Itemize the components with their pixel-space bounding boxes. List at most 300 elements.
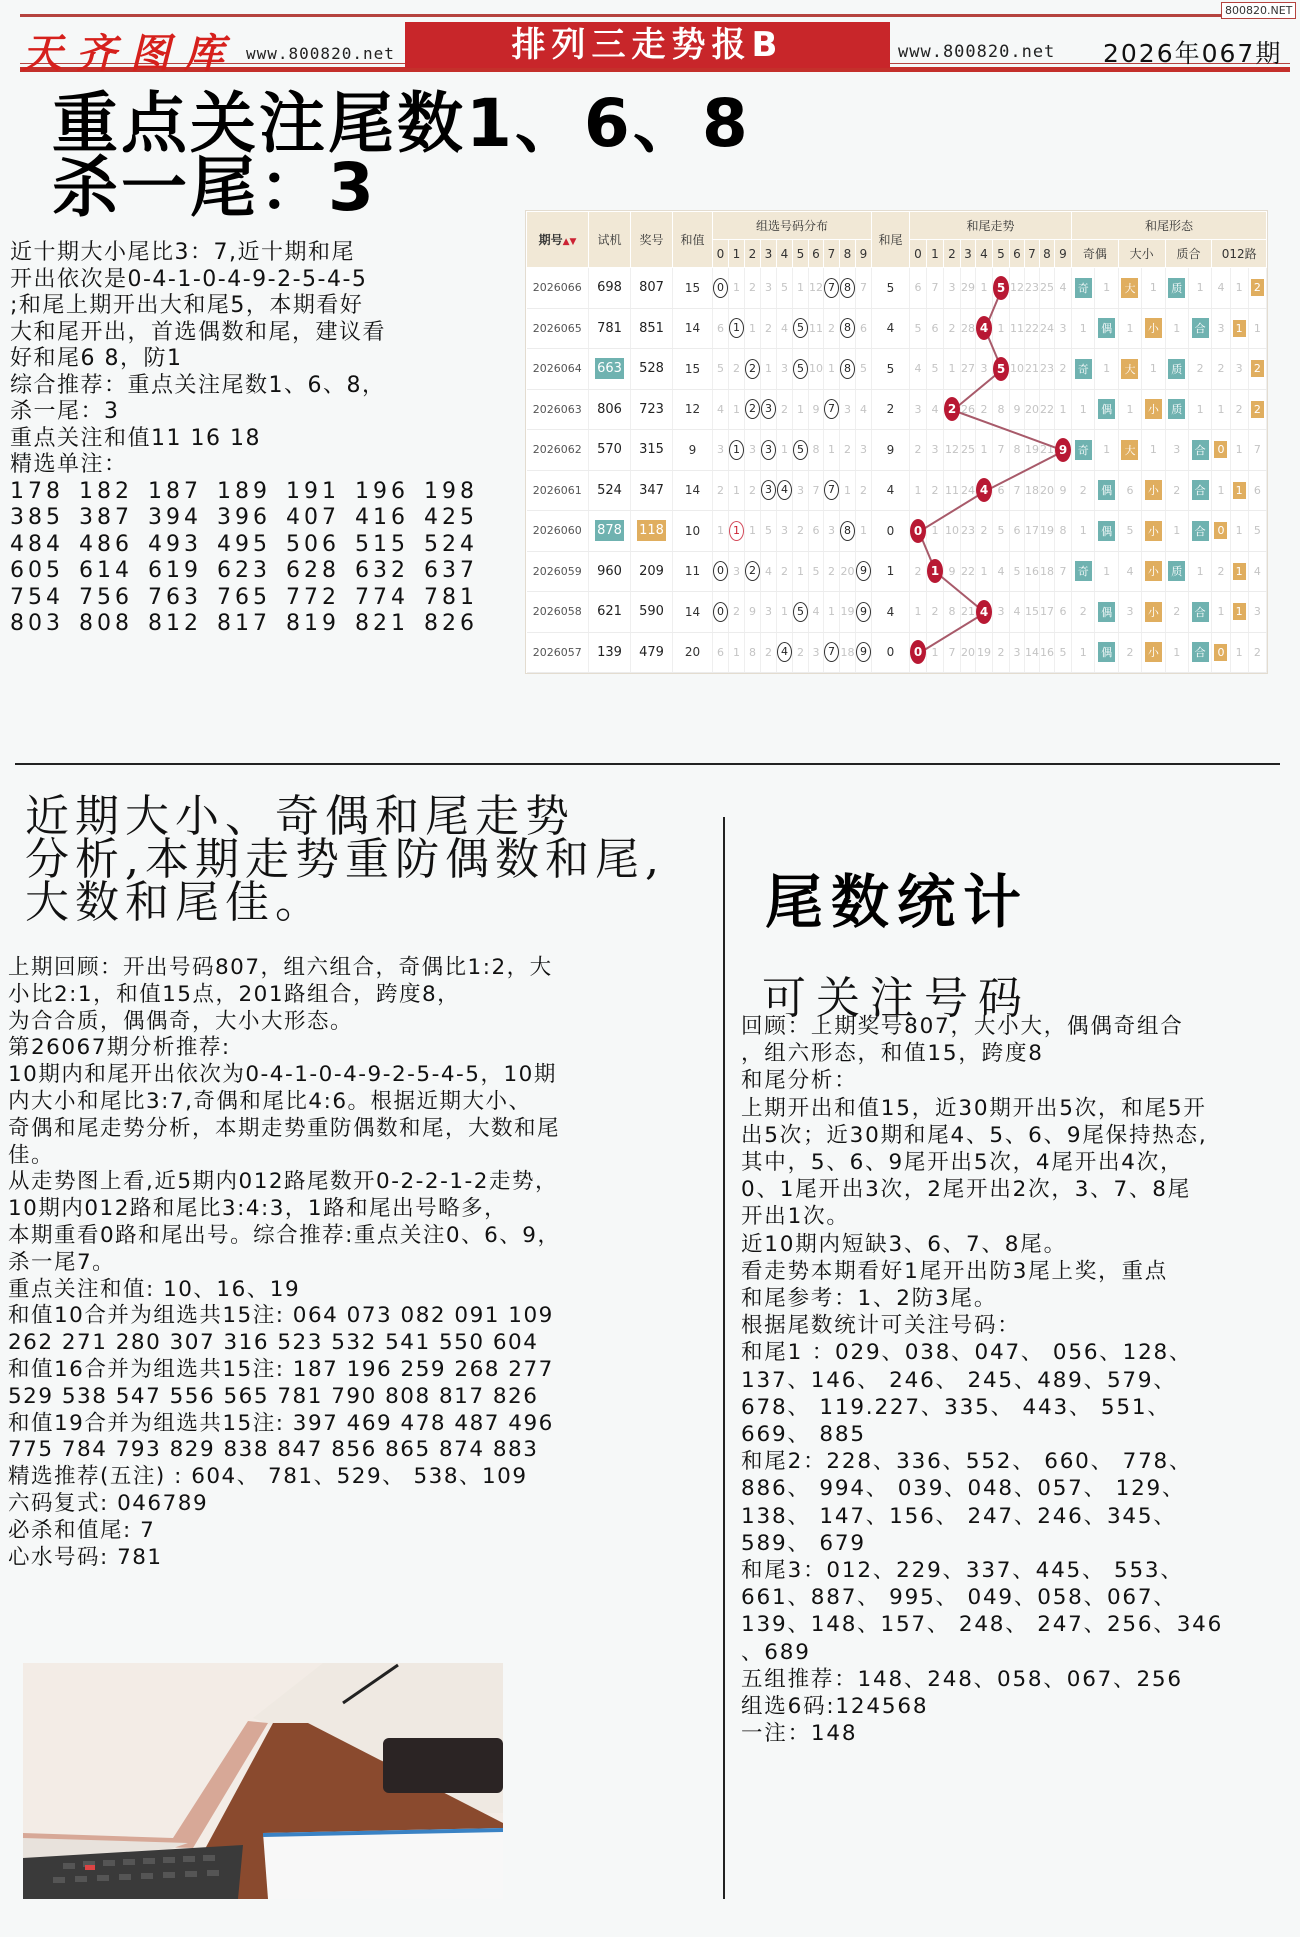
dist-value: 4 [717,402,724,416]
pick-number: 396 [217,505,271,530]
trend-value: 25 [961,443,975,457]
dist-miss-cell [840,592,856,633]
form-value: 2 [1173,483,1181,497]
stats-line: 和尾2：228、336、552、 660、 778、 [741,1449,1193,1475]
form-cell [1095,430,1118,471]
tail-analysis-block [10,240,510,638]
form-cell [1142,470,1165,511]
dist-value: 3 [781,362,788,376]
table-row [527,511,1267,552]
picks-row [10,585,510,612]
form-value: 3 [1126,605,1134,619]
pick-number: 198 [424,478,478,504]
form-cell [1188,511,1211,552]
dist-value: 9 [856,561,871,581]
test-cell [589,551,631,592]
trend-miss-cell [1040,592,1055,633]
form-badge: 偶 [1098,399,1115,419]
analysis-line: 和值16合并为组选共15注: 187 196 259 268 277 [8,1356,554,1382]
trend-value: 18 [1040,564,1054,578]
trend-value: 21 [961,605,975,619]
trend-miss-cell [927,349,944,390]
dist-miss-cell [840,551,856,592]
trend-miss-cell [944,430,961,471]
form-cell [1072,592,1095,633]
dist-miss-cell [840,470,856,511]
trend-miss-cell [910,349,927,390]
trend-value: 4 [976,600,992,624]
dist-value: 4 [860,402,867,416]
trend-miss-cell [1025,268,1040,309]
form-value: 1 [1079,524,1087,538]
pick-number: 493 [148,531,202,557]
trend-miss-cell [910,308,927,349]
trend-value: 1 [980,564,988,578]
analysis-line: 六码复式: 046789 [8,1490,209,1516]
dist-value: 1 [797,281,804,295]
dist-miss-cell [777,592,793,633]
test-number: 806 [597,401,622,417]
dist-value: 2 [797,524,804,538]
form-value: 1 [1079,402,1087,416]
form-value: 3 [1173,443,1181,457]
trend-value: 12 [945,443,959,457]
period-cell: 2026063 [527,389,589,430]
dist-miss-cell [729,470,745,511]
trend-digit-header: 1 [927,240,944,268]
form-value: 2 [1235,402,1243,416]
test-cell [589,268,631,309]
dist-value: 1 [733,483,740,497]
trend-miss-cell [1010,551,1025,592]
analysis-line: 精选单注： [10,452,128,477]
stats-line: 和尾参考：1、2防3尾。 [741,1286,998,1312]
form-cell [1212,632,1230,673]
dist-value: 3 [761,440,776,460]
analysis-line: 内大小和尾比3:7,奇偶和尾比4:6。根据近期大小、 [8,1088,532,1114]
trend-miss-cell [1010,308,1025,349]
dist-value: 19 [840,605,855,619]
trend-value: 5 [993,276,1009,300]
trend-value: 3 [1059,321,1067,335]
dist-value: 6 [717,321,724,335]
trend-value: 28 [961,321,975,335]
form-cell [1118,632,1141,673]
form-cell [1072,632,1095,673]
trend-value: 12 [1010,281,1024,295]
form-badge: 0 [1214,522,1227,539]
trend-miss-cell [993,389,1010,430]
stats-line: 组选6码:124568 [741,1694,929,1720]
dist-miss-cell [809,551,824,592]
trend-value: 24 [961,483,975,497]
headline-line-2: 杀一尾：3 [52,149,377,226]
test-cell [589,349,631,390]
form-cell [1142,268,1165,309]
pick-number: 187 [148,478,202,504]
trend-value: 23 [1040,362,1054,376]
dist-miss-cell [761,632,777,673]
analysis-line: 精选推荐(五注) : 604、 781、529、 538、109 [8,1464,528,1490]
pick-number: 506 [286,531,340,557]
trend-miss-cell [976,632,993,673]
form-cell [1095,389,1118,430]
trend-value: 15 [1025,605,1039,619]
trend-value: 7 [1013,483,1021,497]
trend-miss-cell [961,349,976,390]
trend-hit-cell [910,632,927,673]
trend-miss-cell [910,470,927,511]
table-row [527,551,1267,592]
trend-analysis-title [25,791,665,928]
form-cell [1072,551,1095,592]
trend-miss-cell [927,268,944,309]
dist-hit-cell [824,632,840,673]
dist-value: 0 [713,602,728,622]
dist-hit-cell [793,349,809,390]
trend-value: 10 [945,524,959,538]
dist-value: 3 [797,483,804,497]
form-cell [1188,551,1211,592]
pick-number: 486 [79,531,133,557]
trend-value: 24 [1040,321,1054,335]
form-badge: 1 [1233,482,1246,499]
table-row [527,389,1267,430]
trend-value: 21 [1040,443,1054,457]
dist-value: 1 [781,605,788,619]
dist-miss-cell [777,551,793,592]
analysis-line: 上期回顾：开出号码807，组六组合，奇偶比1:2，大 [8,955,553,980]
form-value: 5 [1126,524,1134,538]
stats-line: 和尾1 ：029、038、047、 056、128、 [741,1340,1193,1366]
trend-miss-cell [1040,632,1055,673]
stats-line: 669、 885 [741,1422,866,1448]
dist-value: 9 [812,402,820,416]
dist-miss-cell [745,308,761,349]
trend-value: 2 [931,605,939,619]
trend-value: 1 [927,559,943,583]
dist-hit-cell [793,308,809,349]
trend-miss-cell [1025,349,1040,390]
trend-value: 4 [914,362,922,376]
form-badge: 偶 [1098,602,1115,622]
dist-value: 7 [824,642,839,662]
trend-value: 9 [1059,483,1067,497]
trend-value: 3 [997,605,1005,619]
trend-miss-cell [1010,511,1025,552]
trend-miss-cell [927,308,944,349]
pick-number: 191 [286,478,340,504]
form-cell [1072,511,1095,552]
trend-miss-cell [976,551,993,592]
trend-digit-header: 4 [976,240,993,268]
dist-miss-cell [809,632,824,673]
form-badge: 质 [1168,359,1185,379]
stats-line: 678、 119.227、335、 443、 551、 [741,1394,1171,1420]
form-badge: 奇 [1075,359,1092,379]
pick-number: 765 [217,584,271,610]
col-period[interactable]: 期号▲▼ [527,212,589,268]
table-row [527,349,1267,390]
form-value: 2 [1217,362,1225,376]
trend-miss-cell [1010,592,1025,633]
dist-value: 8 [749,645,756,659]
form-badge: 大 [1121,440,1138,460]
form-cell [1230,511,1248,552]
dist-miss-cell [809,308,824,349]
tail-cell: 4 [872,592,910,633]
form-badge: 大 [1121,278,1138,298]
pick-number: 628 [286,558,340,583]
trend-value: 1 [980,281,988,295]
dist-miss-cell [809,430,824,471]
dist-value: 8 [840,318,855,338]
analysis-line: 佳。 [8,1142,55,1168]
dist-value: 1 [860,524,867,538]
dist-value: 5 [793,318,808,338]
form-cell [1248,268,1266,309]
stats-line: 137、146、 246、 245、489、579、 [741,1367,1177,1393]
trend-miss-cell [1040,430,1055,471]
trend-miss-cell [944,268,961,309]
trend-value: 1 [980,443,988,457]
form-badge: 偶 [1098,318,1115,338]
form-value: 3 [1253,605,1261,619]
dist-value: 8 [840,278,855,298]
stats-line: 139、148、157、 248、 247、256、346 [741,1612,1224,1638]
form-cell [1230,349,1248,390]
trend-value: 1 [948,362,956,376]
test-cell [589,592,631,633]
sort-icon[interactable]: ▲▼ [562,237,577,247]
dist-hit-cell [713,268,729,309]
form-value: 1 [1235,443,1243,457]
dist-value: 7 [824,278,839,298]
draw-number: 528 [639,361,664,377]
dist-hit-cell [729,430,745,471]
form-badge: 奇 [1075,278,1092,298]
trend-value: 6 [997,483,1005,497]
trend-miss-cell [910,551,927,592]
trend-hit-cell [1055,430,1072,471]
form-cell [1118,389,1141,430]
trend-miss-cell [961,592,976,633]
stats-line: 出5次；近30期和尾4、5、6、9尾保持热态, [741,1122,1208,1148]
dist-value: 4 [777,480,792,500]
dist-value: 1 [729,440,744,460]
form-cell [1165,268,1188,309]
form-cell [1212,551,1230,592]
dist-value: 1 [733,402,740,416]
col-test: 试机 [589,212,631,268]
trend-miss-cell [1040,268,1055,309]
trend-value: 22 [961,564,975,578]
form-value: 1 [1173,321,1181,335]
dist-miss-cell [793,389,809,430]
trend-value: 2 [997,645,1005,659]
trend-miss-cell [944,592,961,633]
stats-line: ，组六形态，和值15，跨度8 [741,1041,1044,1067]
trend-value: 1 [997,321,1005,335]
dist-miss-cell [809,349,824,390]
analysis-body [8,955,718,1571]
form-value: 2 [1196,362,1204,376]
pick-number: 781 [424,584,478,610]
trend-value: 6 [1059,605,1067,619]
form-value: 1 [1103,443,1111,457]
site-url-left[interactable]: www.800820.net [246,44,395,63]
form-cell [1142,551,1165,592]
form-value: 2 [1126,645,1134,659]
pick-number: 774 [355,584,409,610]
dist-digit-header: 1 [729,240,745,268]
trend-miss-cell [976,268,993,309]
issue-number: 2026年067期 [1103,39,1283,68]
dist-value: 1 [765,362,772,376]
period-cell: 2026058 [527,592,589,633]
form-badge: 1 [1233,320,1246,337]
analysis-line: 775 784 793 829 838 847 856 865 874 883 [8,1437,539,1463]
analysis-line: 开出依次是0-4-1-0-4-9-2-5-4-5 [10,266,368,292]
dist-digit-header: 7 [824,240,840,268]
tail-cell: 2 [872,389,910,430]
dist-value: 1 [749,524,756,538]
tail-cell: 5 [872,349,910,390]
dist-value: 3 [761,480,776,500]
form-cell [1230,268,1248,309]
dist-value: 1 [844,483,851,497]
dist-value: 7 [812,483,820,497]
form-cell [1165,592,1188,633]
draw-number: 851 [639,320,664,336]
dist-digit-header: 9 [856,240,872,268]
form-cell [1095,632,1118,673]
period-cell: 2026061 [527,470,589,511]
trend-miss-cell [1040,349,1055,390]
pick-number: 637 [424,558,478,583]
dist-miss-cell [793,632,809,673]
stats-line: 根据尾数统计可关注号码： [741,1313,1021,1339]
picks-row [10,505,510,532]
trend-miss-cell [1010,349,1025,390]
draw-number: 118 [637,520,666,541]
dist-miss-cell [713,470,729,511]
form-cell [1188,470,1211,511]
trend-value: 5 [914,321,922,335]
dist-value: 4 [781,321,788,335]
section-divider [15,763,1280,765]
sum-cell: 14 [673,592,713,633]
dist-value: 2 [745,561,760,581]
dist-miss-cell [713,430,729,471]
dist-value: 1 [797,564,804,578]
form-cell [1142,308,1165,349]
dist-miss-cell [856,308,872,349]
table-row [527,430,1267,471]
trend-miss-cell [961,308,976,349]
dist-miss-cell [777,308,793,349]
form-cell [1188,268,1211,309]
analysis-line: 好和尾6 8，防1 [10,346,183,371]
dist-value: 2 [781,402,788,416]
tail-cell: 1 [872,551,910,592]
analysis-line: 为合合质，偶偶奇，大小大形态。 [8,1008,354,1034]
dist-value: 1 [733,281,740,295]
draw-cell [631,389,673,430]
test-number: 621 [597,604,622,620]
pick-number: 495 [217,531,271,557]
trend-miss-cell [1055,592,1072,633]
form-badge: 偶 [1098,521,1115,541]
dist-hit-cell [713,592,729,633]
pick-number: 387 [79,505,133,530]
form-value: 1 [1103,564,1111,578]
form-cell [1095,470,1118,511]
dist-value: 1 [828,605,835,619]
draw-cell [631,551,673,592]
trend-miss-cell [976,349,993,390]
trend-value: 1 [931,524,939,538]
test-number: 570 [597,442,622,458]
dist-hit-cell [745,551,761,592]
stats-line: 一注：148 [741,1721,858,1747]
trend-value: 5 [931,362,939,376]
period-cell: 2026062 [527,430,589,471]
dist-digit-header: 6 [809,240,824,268]
trend-miss-cell [1010,268,1025,309]
pick-number: 605 [10,558,64,583]
form-cell [1072,349,1095,390]
form-cell [1248,511,1266,552]
dist-miss-cell [761,511,777,552]
form-col-header: 012路 [1212,240,1267,268]
trend-digit-header: 3 [961,240,976,268]
form-value: 1 [1126,321,1134,335]
dist-hit-cell [745,389,761,430]
dist-miss-cell [777,268,793,309]
trend-hit-cell [944,389,961,430]
pick-number: 817 [217,611,271,636]
table-row [527,632,1267,673]
form-value: 2 [1253,645,1261,659]
trend-miss-cell [961,389,976,430]
dist-value: 3 [860,443,867,457]
dist-value: 2 [717,483,724,497]
trend-value: 9 [1055,438,1071,462]
analysis-line: 近十期大小尾比3：7,近十期和尾 [10,240,355,265]
dist-value: 1 [729,318,744,338]
pick-number: 524 [424,531,478,557]
period-cell: 2026066 [527,268,589,309]
trend-hit-cell [976,592,993,633]
dist-miss-cell [809,592,824,633]
form-cell [1095,268,1118,309]
dist-miss-cell [856,389,872,430]
form-value: 1 [1253,321,1261,335]
form-cell [1212,511,1230,552]
dist-miss-cell [793,511,809,552]
dist-hit-cell [824,268,840,309]
dist-hit-cell [713,551,729,592]
site-url-right[interactable]: www.800820.net [898,42,1056,62]
dist-digit-header: 2 [745,240,761,268]
table-row [527,308,1267,349]
dist-value: 2 [860,483,867,497]
trend-digit-header: 0 [910,240,927,268]
trend-value: 7 [997,443,1005,457]
form-cell [1248,430,1266,471]
form-cell [1230,389,1248,430]
